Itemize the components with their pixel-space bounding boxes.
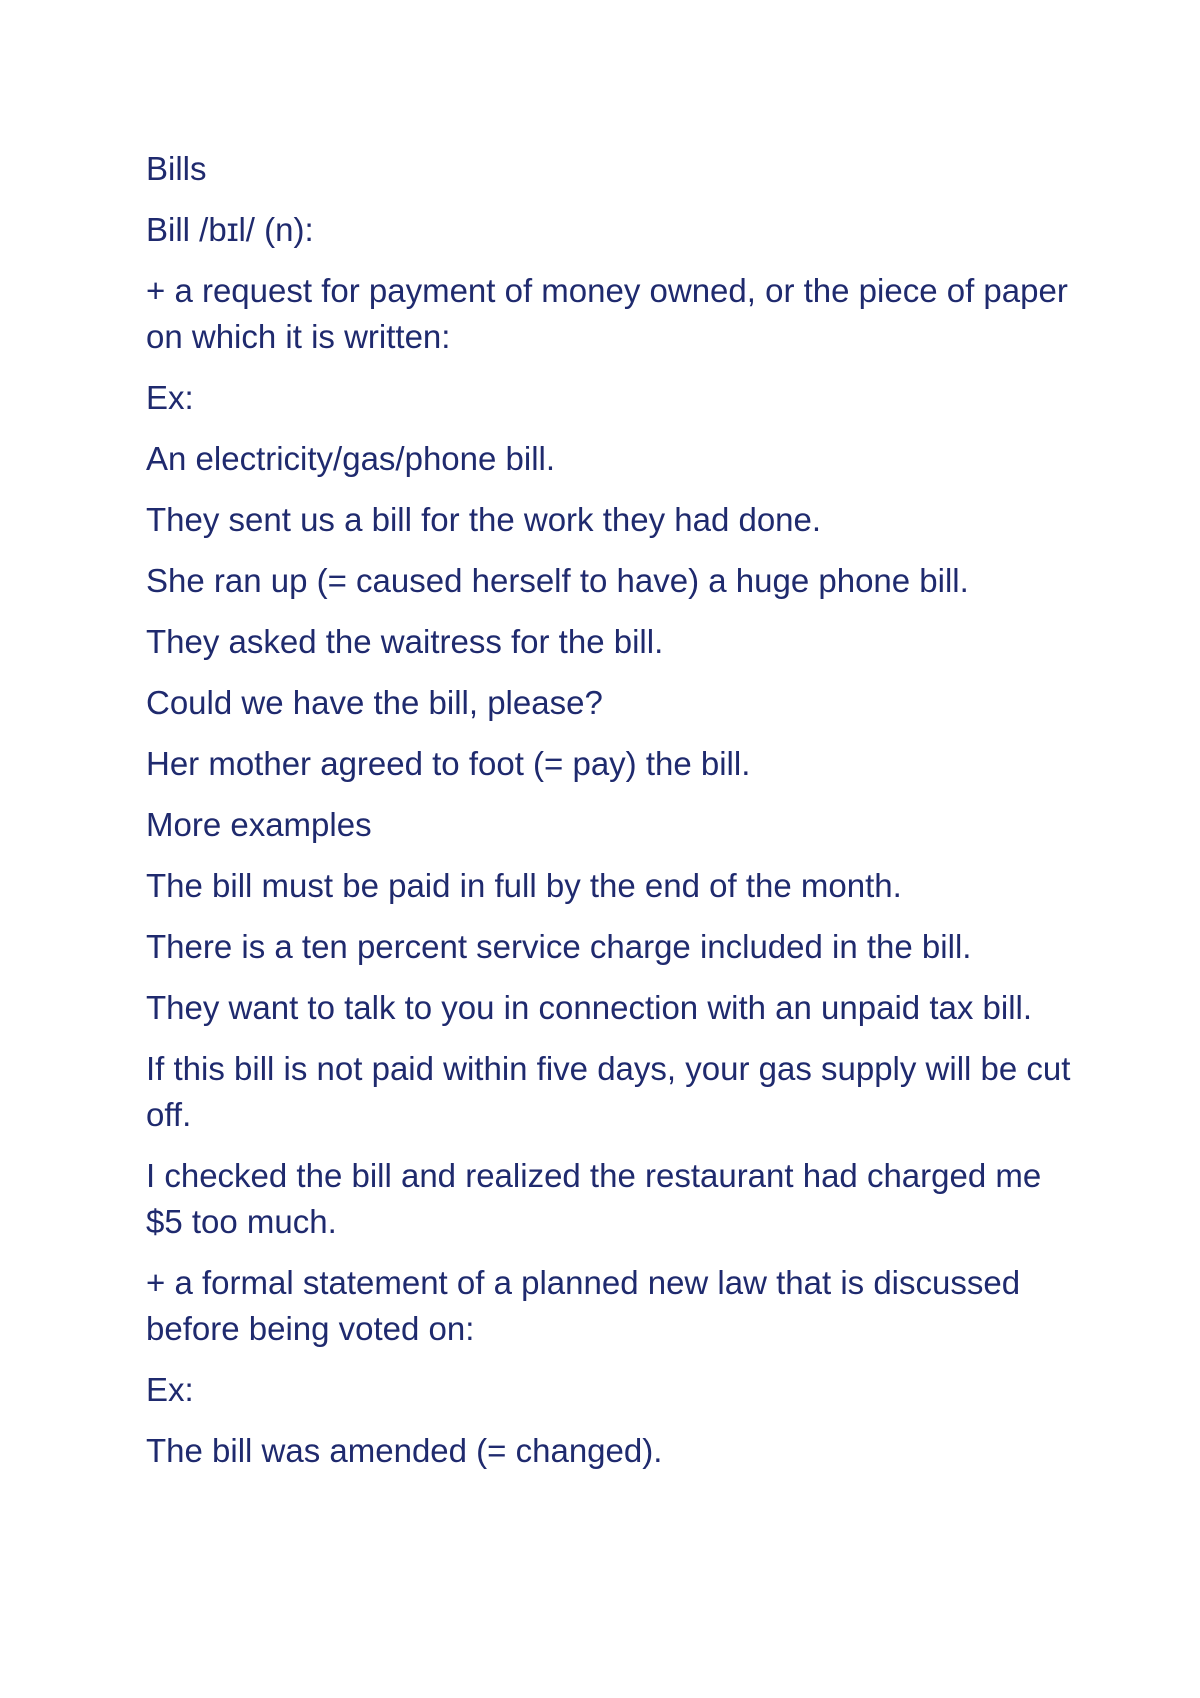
- sense-1-definition: + a request for payment of money owned, or the piece of paper on which it is written:: [146, 272, 1068, 355]
- example-line: They sent us a bill for the work they had done.: [146, 501, 822, 538]
- more-examples-label: More examples: [146, 806, 372, 843]
- more-example-line: They want to talk to you in connection with an unpaid tax bill.: [146, 989, 1033, 1026]
- more-example-line: There is a ten percent service charge included in the bill.: [146, 928, 972, 965]
- example-line: She ran up (= caused herself to have) a huge phone bill.: [146, 562, 969, 599]
- example-line: Could we have the bill, please?: [146, 684, 603, 721]
- document-title: Bills: [146, 150, 207, 187]
- example-line: The bill was amended (= changed).: [146, 1432, 663, 1469]
- document-page: [146, 146, 1086, 1489]
- headword: Bill /bɪl/ (n):: [146, 211, 314, 248]
- more-example-line: The bill must be paid in full by the end of the month.: [146, 867, 902, 904]
- example-line: They asked the waitress for the bill.: [146, 623, 664, 660]
- more-example-line: If this bill is not paid within five days, your gas supply will be cut off.: [146, 1050, 1071, 1133]
- sense-1-ex-label: Ex:: [146, 379, 194, 416]
- example-line: Her mother agreed to foot (= pay) the bill.: [146, 745, 751, 782]
- more-example-line: I checked the bill and realized the restaurant had charged me $5 too much.: [146, 1157, 1042, 1240]
- sense-2-ex-label: Ex:: [146, 1371, 194, 1408]
- sense-2-definition: + a formal statement of a planned new law that is discussed before being voted on:: [146, 1264, 1021, 1347]
- example-line: An electricity/gas/phone bill.: [146, 440, 556, 477]
